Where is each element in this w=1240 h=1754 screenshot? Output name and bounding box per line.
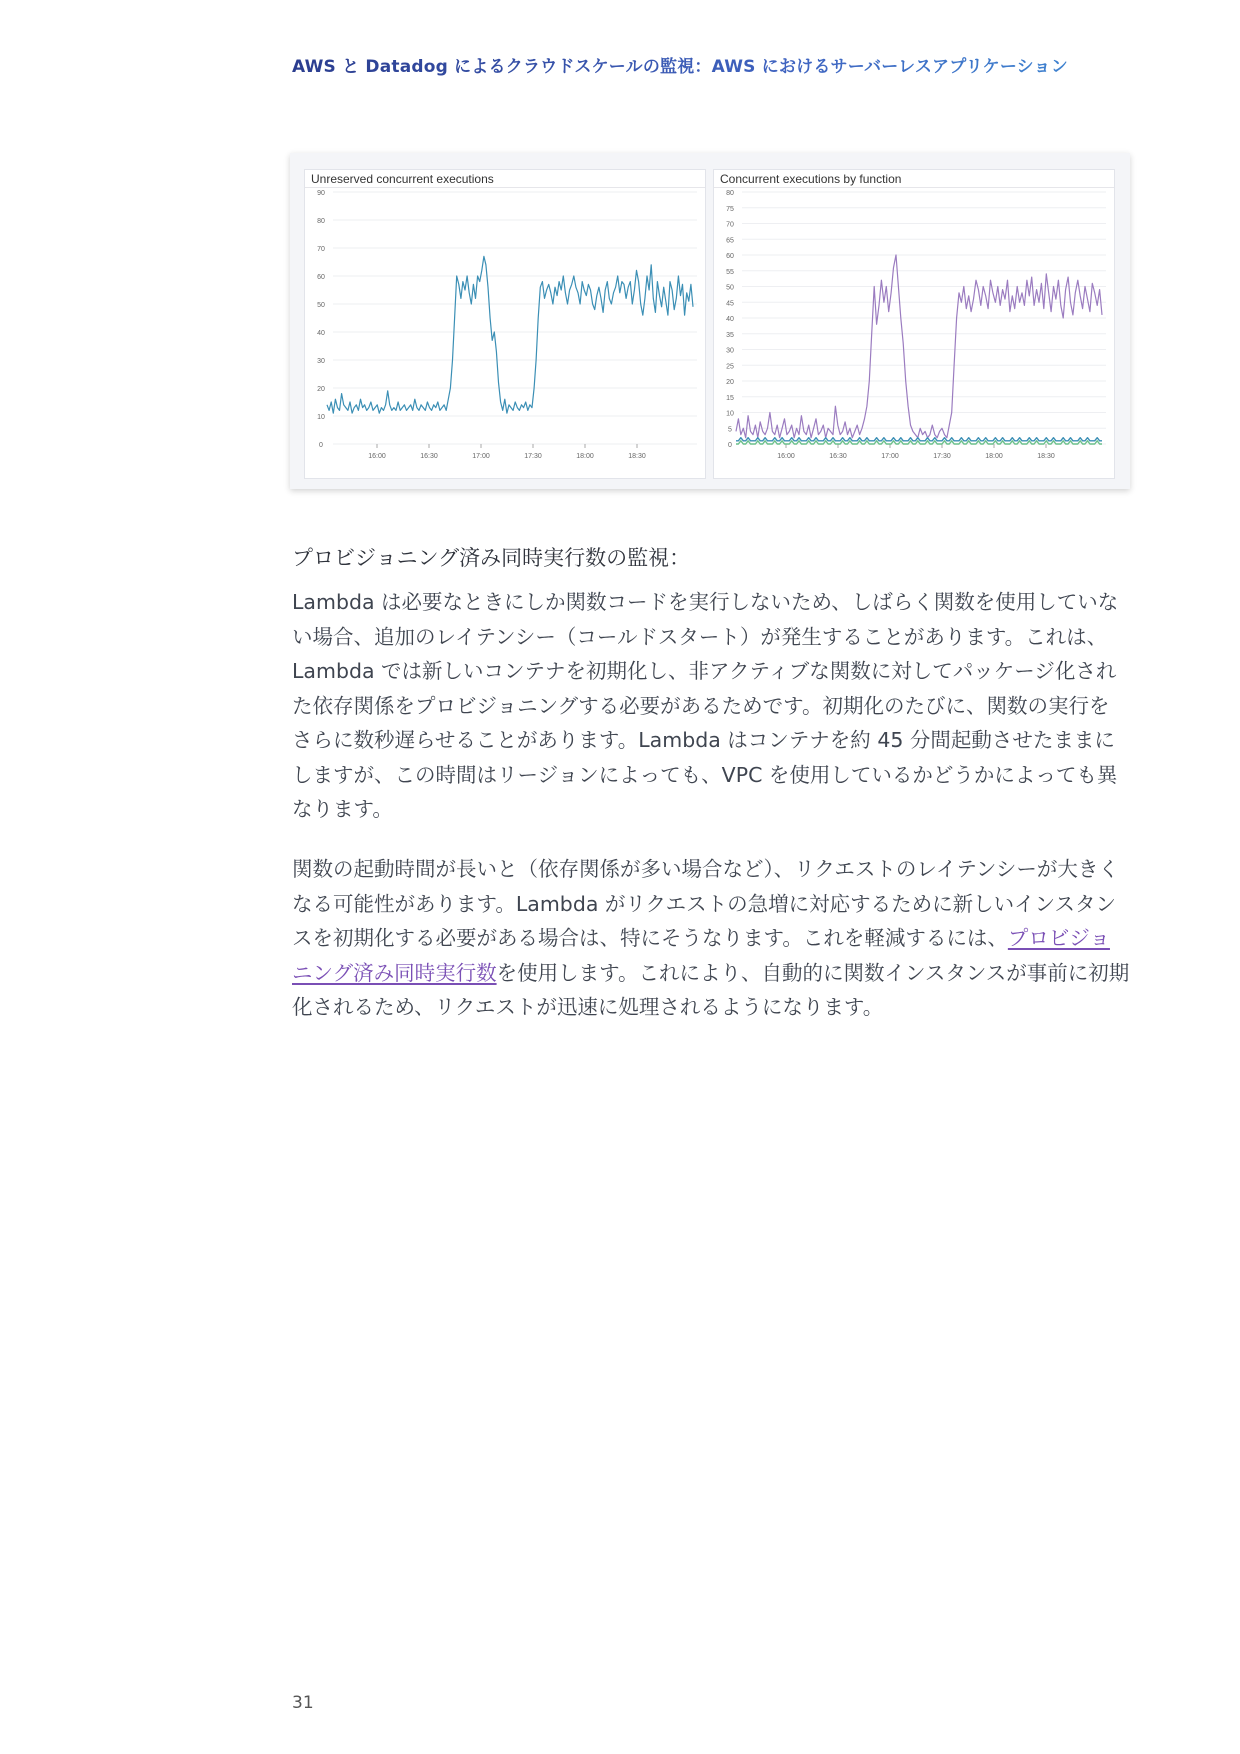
y-tick-label: 70 xyxy=(317,246,325,253)
paragraph-text: を使用します。これにより、自動的に関数インスタンスが事前に初期化されるため、リクエストが迅速に処理されるようになります。 xyxy=(292,960,1130,1019)
y-tick-label: 10 xyxy=(317,414,325,421)
y-tick-label: 65 xyxy=(726,237,734,245)
y-tick-label: 5 xyxy=(728,426,732,434)
chart-unreserved-concurrent-executions xyxy=(305,188,705,478)
series-line xyxy=(327,256,693,413)
x-tick-label: 17:30 xyxy=(933,453,951,460)
y-tick-label: 40 xyxy=(726,316,734,323)
y-tick-label: 90 xyxy=(317,190,325,197)
x-tick-label: 16:30 xyxy=(420,453,438,460)
page-number: 31 xyxy=(292,1693,314,1713)
y-tick-label: 20 xyxy=(726,379,734,386)
y-tick-label: 15 xyxy=(726,394,734,402)
x-tick-label: 17:00 xyxy=(881,453,899,460)
x-tick-label: 17:00 xyxy=(472,453,490,460)
section-heading: プロビジョニング済み同時実行数の監視： xyxy=(292,546,691,570)
x-tick-label: 16:00 xyxy=(368,453,386,460)
x-tick-label: 16:00 xyxy=(777,453,795,460)
y-tick-label: 0 xyxy=(728,442,732,449)
paragraph-text: 関数の起動時間が長いと（依存関係が多い場合など）、リクエストのレイテンシーが大きくなる可能性があります。Lambda がリクエストの急増に対応するために新しいインスタンスを初期化する必要がある場合は、特にそうなります。これを軽減するには、 xyxy=(292,857,1119,950)
y-tick-label: 10 xyxy=(726,410,734,418)
y-tick-label: 75 xyxy=(726,205,734,213)
y-tick-label: 20 xyxy=(317,386,325,393)
provisioned-concurrency-link[interactable]: プロビジョニング済み同時実行数 xyxy=(292,926,1110,985)
chart-title: Unreserved concurrent executions xyxy=(311,172,494,186)
y-tick-label: 0 xyxy=(319,442,323,449)
y-tick-label: 50 xyxy=(726,284,734,292)
y-tick-label: 80 xyxy=(726,190,734,197)
series-line xyxy=(736,255,1102,438)
y-tick-label: 55 xyxy=(726,268,734,276)
x-tick-label: 18:00 xyxy=(576,453,594,460)
y-tick-label: 40 xyxy=(317,330,325,337)
x-tick-label: 16:30 xyxy=(829,453,847,460)
chart-panel-unreserved xyxy=(304,169,706,479)
y-tick-label: 30 xyxy=(317,358,325,365)
x-tick-label: 18:30 xyxy=(1037,453,1055,460)
y-tick-label: 35 xyxy=(726,331,734,339)
series-line xyxy=(736,438,1102,441)
y-tick-label: 30 xyxy=(726,347,734,355)
chart-title: Concurrent executions by function xyxy=(720,172,902,186)
x-tick-label: 18:30 xyxy=(628,453,646,460)
y-tick-label: 70 xyxy=(726,221,734,229)
y-tick-label: 60 xyxy=(317,274,325,281)
document-header-title: AWS と Datadog によるクラウドスケールの監視：AWS におけるサーバーレスアプリケーション xyxy=(292,52,1192,77)
paragraph-cold-start: Lambda は必要なときにしか関数コードを実行しないため、しばらく関数を使用していない場合、追加のレイテンシー（コールドスタート）が発生することがあります。これは、Lambda では新しいコンテナを初期化し、非アクティブな関数に対してパッケージ化された依存関係をプロビジョニングする必要があるためです。初期化のたびに、関数の実行をさらに数秒遅らせることがあります。Lambda はコンテナを約 45 分間起動させたままにしますが、この時間はリージョンによっても、VPC を使用しているかどうかによっても異なります。 xyxy=(292,590,1119,821)
paragraph-provisioned-concurrency xyxy=(292,852,1130,1025)
y-tick-label: 50 xyxy=(317,302,325,309)
chart-concurrent-executions-by-function xyxy=(714,188,1114,478)
dashboard-figure xyxy=(290,153,1130,489)
y-tick-label: 25 xyxy=(726,363,734,371)
y-tick-label: 80 xyxy=(317,218,325,225)
y-tick-label: 45 xyxy=(726,300,734,308)
y-tick-label: 60 xyxy=(726,253,734,260)
x-tick-label: 17:30 xyxy=(524,453,542,460)
chart-panel-by-function xyxy=(713,169,1115,479)
x-tick-label: 18:00 xyxy=(985,453,1003,460)
